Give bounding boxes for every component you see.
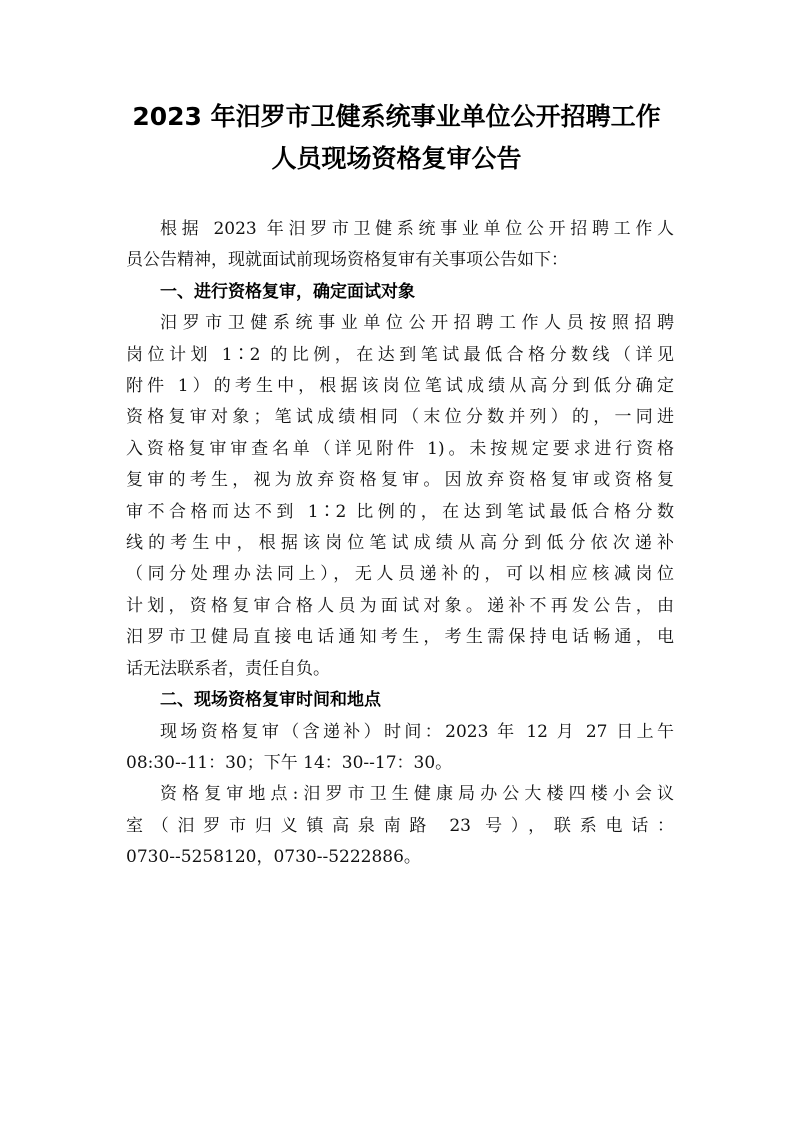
title-line-1: 2023 年汨罗市卫健系统事业单位公开招聘工作 — [132, 102, 661, 131]
section1-line-1: 汨罗市卫健系统事业单位公开招聘工作人员按照招聘 — [160, 313, 674, 334]
intro-line-2: 员公告精神，现就面试前现场资格复审有关事项公告如下： — [126, 250, 568, 271]
section1-line-6: 复审的考生，视为放弃资格复审。因放弃资格复审或资格复 — [126, 470, 674, 491]
section2-place-line-2: 室（汨罗市归义镇高泉南路 23 号），联系电话： — [126, 815, 674, 836]
document-body — [126, 214, 674, 874]
intro-paragraph — [126, 214, 674, 277]
section1-line-9: （同分处理办法同上），无人员递补的，可以相应核减岗位 — [126, 564, 674, 585]
section1-line-5: 入资格复审审查名单（详见附件 1)。未按规定要求进行资格 — [126, 438, 674, 459]
section1-line-11: 汨罗市卫健局直接电话通知考生，考生需保持电话畅通，电 — [126, 627, 674, 648]
section2-time-line-2: 08:30--11：30；下午 14：30--17：30。 — [126, 752, 453, 773]
section2-time-line-1: 现场资格复审（含递补）时间：2023 年 12 月 27 日上午 — [160, 721, 674, 742]
section1-line-10: 计划，资格复审合格人员为面试对象。递补不再发公告，由 — [126, 595, 674, 616]
section2-place-paragraph — [126, 779, 674, 873]
document-title — [100, 96, 693, 180]
section1-heading: 一、进行资格复审，确定面试对象 — [160, 281, 415, 302]
section1-line-2: 岗位计划 1∶2 的比例，在达到笔试最低合格分数线（详见 — [126, 344, 674, 365]
section2-time-paragraph — [126, 717, 674, 780]
section1-line-8: 线的考生中，根据该岗位笔试成绩从高分到低分依次递补 — [126, 533, 674, 554]
section1-line-7: 审不合格而达不到 1∶2 比例的，在达到笔试最低合格分数 — [126, 501, 674, 522]
section2-place-line-3: 0730--5258120，0730--5222886。 — [126, 847, 421, 868]
section2-heading: 二、现场资格复审时间和地点 — [160, 690, 381, 711]
intro-line-1: 根据 2023 年汨罗市卫健系统事业单位公开招聘工作人 — [160, 219, 674, 239]
section1-line-4: 资格复审对象；笔试成绩相同（末位分数并列）的，一同进 — [126, 407, 674, 428]
title-line-2: 人员现场资格复审公告 — [271, 144, 522, 173]
section2-place-line-1: 资格复审地点:汨罗市卫生健康局办公大楼四楼小会议 — [160, 784, 674, 805]
section1-line-3: 附件 1）的考生中，根据该岗位笔试成绩从高分到低分确定 — [126, 376, 674, 397]
section1-line-12: 话无法联系者，责任自负。 — [126, 658, 330, 679]
section1-paragraph — [126, 308, 674, 685]
